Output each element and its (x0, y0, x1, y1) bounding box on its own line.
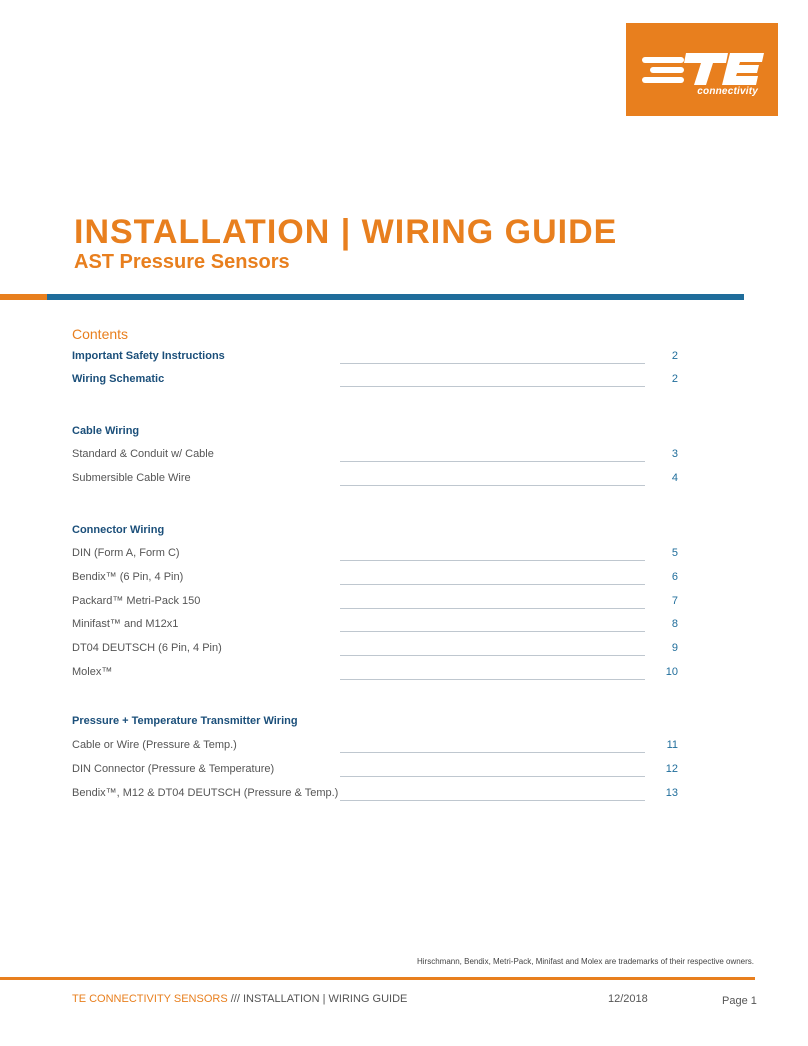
toc-item-page: 11 (666, 739, 678, 751)
toc-item-safety[interactable] (72, 348, 678, 368)
toc-item-page: 6 (671, 571, 678, 583)
toc-item-label: DIN (Form A, Form C) (72, 547, 180, 559)
toc-item-label: Wiring Schematic (72, 373, 165, 385)
toc-item-bendix[interactable] (72, 569, 678, 589)
toc-leader-line (340, 800, 645, 801)
toc-item-molex[interactable] (72, 664, 678, 684)
logo-tagline: connectivity (697, 86, 758, 97)
toc-item-label: Bendix™ (6 Pin, 4 Pin) (72, 571, 184, 583)
toc-leader-line (340, 679, 645, 680)
header-band-blue (47, 294, 744, 300)
footer-company: TE CONNECTIVITY SENSORS (72, 993, 228, 1005)
toc-leader-line (340, 655, 645, 656)
toc-item-page: 2 (671, 350, 678, 362)
toc-leader-line (340, 752, 645, 753)
toc-item-label: Bendix™, M12 & DT04 DEUTSCH (Pressure & Temp.) (72, 787, 339, 799)
toc-item-page: 2 (671, 373, 678, 385)
toc-item-label: DT04 DEUTSCH (6 Pin, 4 Pin) (72, 642, 222, 654)
toc-leader-line (340, 485, 645, 486)
toc-item-page: 8 (671, 618, 678, 630)
toc-leader-line (340, 363, 645, 364)
toc-leader-line (340, 584, 645, 585)
toc-item-label: Packard™ Metri-Pack 150 (72, 595, 201, 607)
toc-item-page: 13 (665, 787, 678, 799)
toc-section-cable-wiring: Cable Wiring (72, 425, 140, 437)
footer-rule (0, 977, 755, 980)
footer-page-number: Page 1 (722, 995, 757, 1007)
toc-item-label: Minifast™ and M12x1 (72, 618, 179, 630)
toc-item-page: 5 (671, 547, 678, 559)
toc-item-dt04[interactable] (72, 640, 678, 660)
header-band-orange (0, 294, 47, 300)
toc-section-pt-wiring: Pressure + Temperature Transmitter Wiring (72, 715, 298, 727)
toc-item-page: 9 (671, 642, 678, 654)
toc-item-label: Important Safety Instructions (72, 350, 225, 362)
toc-item-submersible[interactable] (72, 470, 678, 490)
toc-item-pt-din[interactable] (72, 761, 678, 781)
toc-item-page: 10 (665, 666, 678, 678)
footer-separator: /// (227, 993, 243, 1005)
toc-leader-line (340, 386, 645, 387)
footer-date: 12/2018 (608, 993, 648, 1005)
toc-item-label: Submersible Cable Wire (72, 472, 191, 484)
footer-document-line (72, 993, 407, 1005)
te-logo-mark-icon (626, 23, 778, 116)
te-connectivity-logo (626, 23, 778, 116)
toc-item-standard-conduit[interactable] (72, 446, 678, 466)
toc-item-label: Molex™ (72, 666, 113, 678)
toc-leader-line (340, 608, 645, 609)
toc-section-connector-wiring: Connector Wiring (72, 524, 165, 536)
toc-item-page: 4 (671, 472, 678, 484)
toc-item-label: Cable or Wire (Pressure & Temp.) (72, 739, 237, 751)
toc-item-label: Standard & Conduit w/ Cable (72, 448, 214, 460)
document-title: INSTALLATION | WIRING GUIDE (74, 213, 618, 251)
toc-item-page: 3 (671, 448, 678, 460)
trademarks-note: Hirschmann, Bendix, Metri-Pack, Minifast and Molex are trademarks of their respective owners. (416, 957, 754, 966)
toc-leader-line (340, 776, 645, 777)
toc-item-pt-bendix[interactable] (72, 785, 678, 805)
toc-leader-line (340, 560, 645, 561)
toc-leader-line (340, 461, 645, 462)
toc-leader-line (340, 631, 645, 632)
footer-doc-title: INSTALLATION | WIRING GUIDE (242, 993, 408, 1005)
document-subtitle: AST Pressure Sensors (74, 251, 290, 273)
toc-item-label: DIN Connector (Pressure & Temperature) (72, 763, 275, 775)
toc-item-din[interactable] (72, 545, 678, 565)
toc-item-packard[interactable] (72, 593, 678, 613)
contents-heading: Contents (72, 326, 129, 342)
toc-item-minifast[interactable] (72, 616, 678, 636)
toc-item-page: 7 (671, 595, 678, 607)
toc-item-page: 12 (665, 763, 678, 775)
toc-item-wiring-schematic[interactable] (72, 371, 678, 391)
toc-item-pt-cable[interactable] (72, 737, 678, 757)
